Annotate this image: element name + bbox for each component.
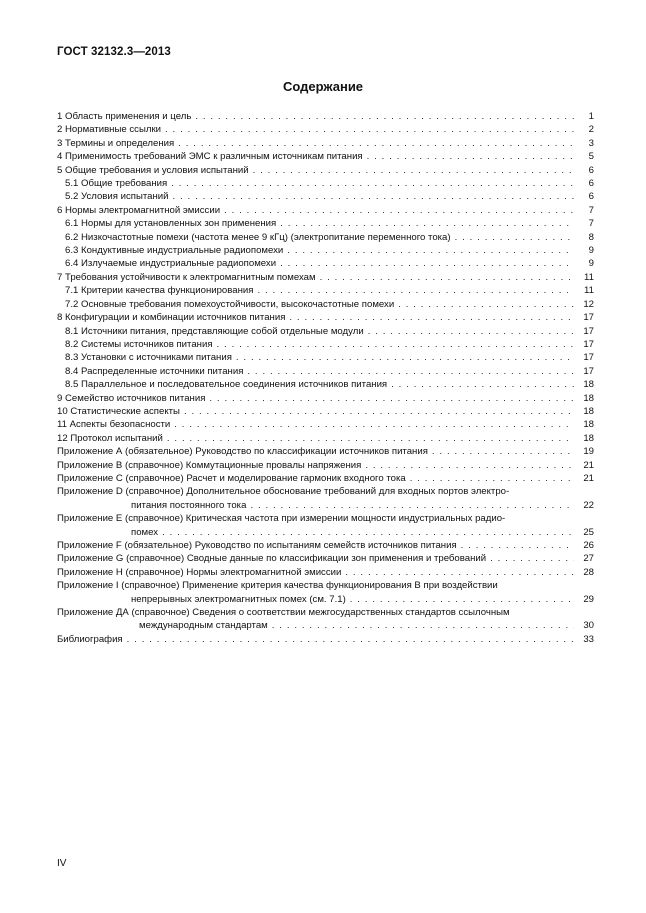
toc-leader-dots <box>127 633 574 646</box>
toc-entry-title: 6 Нормы электромагнитной эмиссии <box>57 204 221 216</box>
toc-page-number: 17 <box>583 312 594 324</box>
toc-leader-dots <box>287 244 574 257</box>
toc-leader-dots <box>257 284 574 297</box>
toc-entry-continuation: питания постоянного тока <box>131 499 247 511</box>
toc-entry-title: 3 Термины и определения <box>57 137 175 149</box>
toc-entry[interactable] <box>57 552 594 565</box>
toc-entry-title: 6.1 Нормы для установленных зон применения <box>65 218 277 230</box>
toc-page-number: 9 <box>588 245 594 257</box>
toc-entry[interactable] <box>57 110 594 123</box>
toc-page-number: 21 <box>583 459 594 471</box>
toc-entry-title: Приложение С (справочное) Расчет и моделирование гармоник входного тока <box>57 472 406 484</box>
toc-entry-continuation: непрерывных электромагнитных помех (см. 7.1) <box>131 593 346 605</box>
toc-entry-title: Приложение D (справочное) Дополнительное обоснование требований для входных портов электро- <box>57 486 510 498</box>
toc-entry[interactable] <box>57 512 594 539</box>
toc-entry[interactable] <box>57 365 594 378</box>
toc-page-number: 26 <box>583 540 594 551</box>
toc-entry-title: 4 Применимость требований ЭМС к различным источникам питания <box>57 151 363 163</box>
toc-leader-dots <box>461 539 574 552</box>
toc-entry-title: 2 Нормативные ссылки <box>57 124 162 136</box>
toc-leader-dots <box>367 150 574 163</box>
toc-leader-dots <box>345 566 574 579</box>
toc-leader-dots <box>410 472 574 485</box>
toc-leader-dots <box>171 177 574 190</box>
toc-page-number: 2 <box>588 124 594 136</box>
toc-page-number: 7 <box>588 204 594 216</box>
toc-entry-title: 7.1 Критерии качества функционирования <box>65 285 254 297</box>
toc-leader-dots <box>236 351 574 364</box>
toc-entry[interactable] <box>57 378 594 391</box>
toc-entry-title: 8.2 Системы источников питания <box>65 338 213 350</box>
toc-leader-dots <box>217 338 574 351</box>
toc-leader-dots <box>368 325 574 338</box>
toc-page-number: 18 <box>583 392 594 404</box>
toc-entry-title: 8.5 Параллельное и последовательное соединения источников питания <box>65 379 388 391</box>
toc-entry-title: 7 Требования устойчивости к электромагнитным помехам <box>57 271 316 283</box>
toc-page-number: 30 <box>583 620 594 632</box>
toc-entry[interactable] <box>57 244 594 257</box>
toc-entry[interactable] <box>57 284 594 297</box>
toc-page-number: 6 <box>588 191 594 203</box>
toc-entry-title: 5 Общие требования и условия испытаний <box>57 164 249 176</box>
toc-entry-title: Приложение В (справочное) Коммутационные провалы напряжения <box>57 459 362 471</box>
toc-entry-title: 11 Аспекты безопасности <box>57 419 171 431</box>
toc-page-number: 11 <box>584 285 594 297</box>
toc-leader-dots <box>272 619 574 632</box>
toc-entry-title: 12 Протокол испытаний <box>57 432 163 444</box>
toc-page-number: 11 <box>584 271 594 283</box>
toc-entry[interactable] <box>57 351 594 364</box>
toc-entry-title: Приложение ДА (справочное) Сведения о соответствии межгосударственных стандартов ссылочным <box>57 607 510 619</box>
toc-entry[interactable] <box>57 164 594 177</box>
toc-entry-title: Библиография <box>57 633 123 645</box>
toc-entry-title: 8.3 Установки с источниками питания <box>65 352 232 364</box>
toc-leader-dots <box>253 164 574 177</box>
toc-page-number: 18 <box>583 379 594 391</box>
toc-leader-dots <box>490 552 574 565</box>
toc-entry[interactable] <box>57 485 594 512</box>
toc-entry-title: 1 Область применения и цель <box>57 111 192 122</box>
toc-leader-dots <box>432 445 574 458</box>
toc-leader-dots <box>365 459 574 472</box>
toc-entry-title: Приложение F (обязательное) Руководство по испытаниям семейств источников питания <box>57 540 457 551</box>
toc-leader-dots <box>320 271 574 284</box>
toc-page-number: 25 <box>583 526 594 538</box>
toc-entry-title: Приложение А (обязательное) Руководство по классификации источников питания <box>57 446 428 458</box>
toc-entry[interactable] <box>57 298 594 311</box>
toc-page-number: 21 <box>583 472 594 484</box>
toc-entry[interactable] <box>57 539 594 552</box>
toc-entry[interactable] <box>57 137 594 150</box>
toc-leader-dots <box>195 110 574 123</box>
document-header: ГОСТ 32132.3—2013 <box>57 46 171 58</box>
toc-leader-dots <box>184 405 574 418</box>
toc-page-number: 6 <box>588 178 594 190</box>
toc-page-number: 17 <box>583 325 594 337</box>
toc-entry-title: 6.3 Кондуктивные индустриальные радиопомехи <box>65 245 284 257</box>
toc-leader-dots <box>280 257 574 270</box>
toc-page-number: 29 <box>583 593 594 605</box>
toc-entry-title: 8 Конфигурации и комбинации источников питания <box>57 312 286 324</box>
toc-entry-title: 8.1 Источники питания, представляющие собой отдельные модули <box>65 325 364 337</box>
toc-entry[interactable] <box>57 566 594 579</box>
toc-leader-dots <box>209 392 574 405</box>
toc-leader-dots <box>398 298 574 311</box>
toc-page-number: 33 <box>583 633 594 645</box>
toc-page-number: 17 <box>583 365 594 377</box>
toc-leader-dots <box>247 365 574 378</box>
toc-entry[interactable] <box>57 217 594 230</box>
toc-entry[interactable] <box>57 123 594 136</box>
toc-entry[interactable] <box>57 311 594 324</box>
toc-leader-dots <box>173 190 575 203</box>
toc-leader-dots <box>280 217 574 230</box>
toc-entry[interactable] <box>57 445 594 458</box>
toc-entry[interactable] <box>57 579 594 606</box>
toc-leader-dots <box>350 593 574 606</box>
toc-leader-dots <box>167 432 574 445</box>
toc-entry-title: 9 Семейство источников питания <box>57 392 206 404</box>
toc-entry[interactable] <box>57 633 594 646</box>
toc-entry[interactable] <box>57 257 594 270</box>
toc-leader-dots <box>165 123 574 136</box>
toc-page-number: 17 <box>583 352 594 364</box>
toc-entry[interactable] <box>57 204 594 217</box>
toc-page-number: 9 <box>588 258 594 270</box>
toc-page-number: 5 <box>588 151 594 163</box>
toc-leader-dots <box>455 231 574 244</box>
toc-entry[interactable] <box>57 338 594 351</box>
toc-entry[interactable] <box>57 177 594 190</box>
toc-page-number: 28 <box>583 566 594 578</box>
toc-page-number: 17 <box>583 338 594 350</box>
toc-entry-title: 6.2 Низкочастотные помехи (частота менее 9 кГц) (электропитание переменного тока) <box>65 231 451 243</box>
toc-entry[interactable] <box>57 392 594 405</box>
toc-page-number: 18 <box>583 405 594 417</box>
toc-entry[interactable] <box>57 432 594 445</box>
toc-entry-title: Приложение Е (справочное) Критическая частота при измерении мощности индустриальных радио- <box>57 513 506 525</box>
page-number: IV <box>57 858 67 869</box>
toc-page-number: 19 <box>583 446 594 458</box>
toc-entry-title: Приложение G (справочное) Сводные данные по классификации зон применения и требований <box>57 553 487 565</box>
toc-entry-title: 10 Статистические аспекты <box>57 405 180 417</box>
toc-page-number: 27 <box>583 553 594 565</box>
toc-leader-dots <box>174 418 574 431</box>
toc-leader-dots <box>178 137 574 150</box>
toc-page-number: 1 <box>588 111 594 122</box>
toc-entry[interactable] <box>57 231 594 244</box>
table-of-contents <box>57 110 594 646</box>
toc-entry-title: Приложение Н (справочное) Нормы электромагнитной эмиссии <box>57 566 342 578</box>
toc-entry-title: 8.4 Распределенные источники питания <box>65 365 244 377</box>
toc-leader-dots <box>250 499 574 512</box>
page-title: Содержание <box>282 79 364 94</box>
toc-leader-dots <box>391 378 574 391</box>
toc-entry-title: 5.2 Условия испытаний <box>65 191 169 203</box>
toc-page-number: 12 <box>583 298 594 310</box>
toc-page-number: 18 <box>583 432 594 444</box>
toc-entry-title: 7.2 Основные требования помехоустойчивости, высокочастотные помехи <box>65 298 395 310</box>
toc-leader-dots <box>289 311 574 324</box>
toc-entry-continuation: международным стандартам <box>139 620 268 632</box>
toc-entry-title: Приложение I (справочное) Применение критерия качества функционирования В при воздействии <box>57 580 498 592</box>
toc-page-number: 6 <box>588 164 594 176</box>
toc-entry[interactable] <box>57 325 594 338</box>
toc-entry[interactable] <box>57 472 594 485</box>
toc-leader-dots <box>224 204 574 217</box>
toc-entry[interactable] <box>57 150 594 163</box>
toc-entry[interactable] <box>57 190 594 203</box>
toc-entry[interactable] <box>57 606 594 633</box>
toc-page-number: 7 <box>588 218 594 230</box>
toc-entry[interactable] <box>57 418 594 431</box>
toc-entry-title: 6.4 Излучаемые индустриальные радиопомехи <box>65 258 277 270</box>
toc-entry[interactable] <box>57 405 594 418</box>
toc-entry-continuation: помех <box>131 526 159 538</box>
toc-leader-dots <box>162 526 574 539</box>
toc-entry[interactable] <box>57 459 594 472</box>
toc-page-number: 3 <box>588 137 594 149</box>
toc-page-number: 8 <box>588 231 594 243</box>
toc-page-number: 22 <box>583 499 594 511</box>
toc-entry-title: 5.1 Общие требования <box>65 178 168 190</box>
toc-page-number: 18 <box>583 419 594 431</box>
toc-entry[interactable] <box>57 271 594 284</box>
